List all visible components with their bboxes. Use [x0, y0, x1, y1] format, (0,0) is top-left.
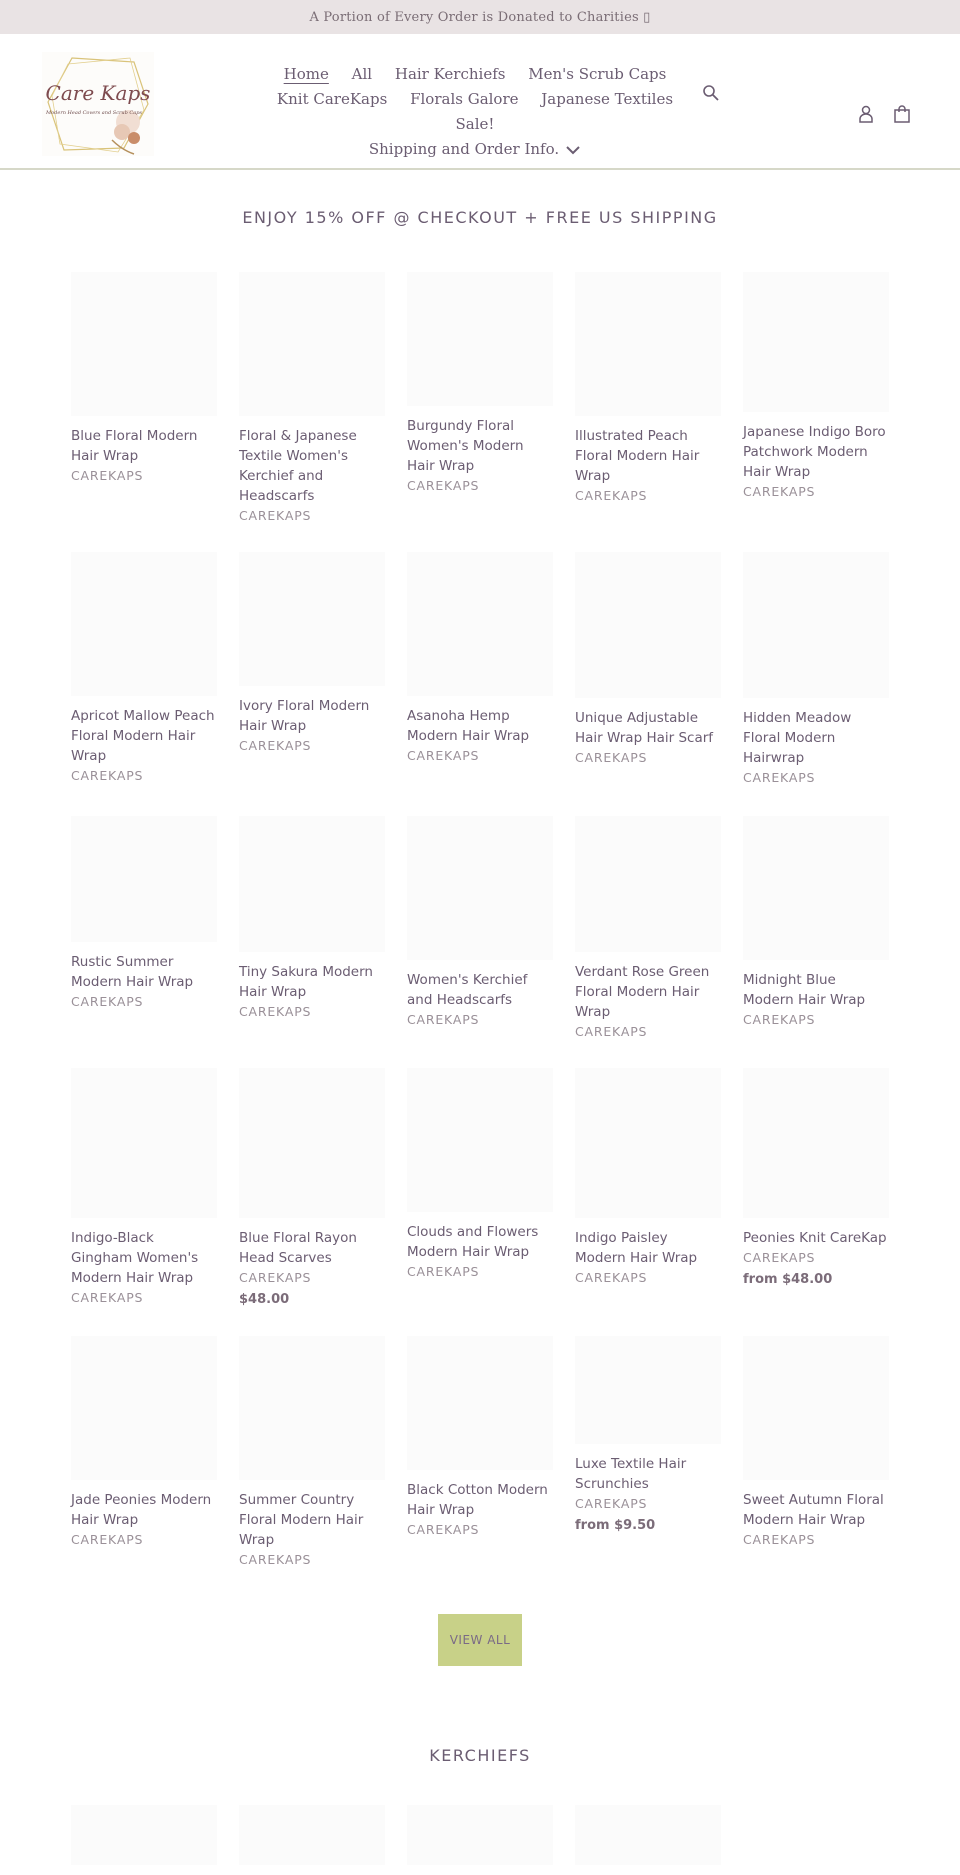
nav-link-knit-carekaps[interactable]: Knit CareKaps	[276, 90, 388, 108]
nav-link-all[interactable]: All	[351, 65, 373, 83]
product-title[interactable]: Unique Adjustable Hair Wrap Hair Scarf	[575, 710, 714, 746]
product-card[interactable]	[575, 1336, 721, 1536]
product-vendor: CAREKAPS	[743, 1250, 816, 1265]
product-vendor: CAREKAPS	[407, 478, 480, 493]
product-title[interactable]: Verdant Rose Green Floral Modern Hair Wrap	[575, 964, 710, 1020]
product-card[interactable]	[575, 552, 721, 768]
product-image[interactable]	[71, 1336, 217, 1480]
product-card[interactable]	[743, 1068, 889, 1290]
product-card[interactable]	[239, 272, 385, 526]
product-title[interactable]: Floral & Japanese Textile Women's Kerchief and Headscarfs	[239, 428, 357, 504]
product-image-placeholder[interactable]	[407, 1805, 553, 1865]
nav-row-1	[240, 62, 710, 87]
logo-text: Care Kaps	[45, 81, 151, 105]
product-vendor: CAREKAPS	[239, 1552, 312, 1567]
product-image[interactable]	[575, 552, 721, 698]
product-price: from $48.00	[743, 1272, 833, 1287]
product-vendor: CAREKAPS	[407, 1522, 480, 1537]
product-title[interactable]: Ivory Floral Modern Hair Wrap	[239, 698, 370, 734]
product-vendor: CAREKAPS	[575, 1270, 648, 1285]
product-title[interactable]: Summer Country Floral Modern Hair Wrap	[239, 1492, 364, 1548]
product-title[interactable]: Apricot Mallow Peach Floral Modern Hair Wrap	[71, 708, 215, 764]
product-image[interactable]	[743, 1336, 889, 1480]
product-image[interactable]	[743, 552, 889, 698]
product-vendor: CAREKAPS	[407, 1012, 480, 1027]
search-icon[interactable]	[702, 84, 720, 102]
product-title[interactable]: Black Cotton Modern Hair Wrap	[407, 1482, 548, 1518]
product-image[interactable]	[71, 1068, 217, 1218]
product-card[interactable]	[71, 1068, 217, 1308]
product-title[interactable]: Sweet Autumn Floral Modern Hair Wrap	[743, 1492, 884, 1528]
product-title[interactable]: Illustrated Peach Floral Modern Hair Wrap	[575, 428, 700, 484]
product-card[interactable]	[239, 1068, 385, 1310]
product-card[interactable]	[743, 272, 889, 502]
product-image[interactable]	[71, 816, 217, 942]
announcement-bar	[0, 0, 960, 34]
product-card[interactable]	[71, 1336, 217, 1550]
product-vendor: CAREKAPS	[575, 488, 648, 503]
product-price: from $9.50	[575, 1518, 656, 1533]
product-title[interactable]: Burgundy Floral Women's Modern Hair Wrap	[407, 418, 524, 474]
view-all-button[interactable]: VIEW ALL	[438, 1614, 522, 1666]
product-image[interactable]	[239, 1336, 385, 1480]
product-vendor: CAREKAPS	[71, 768, 144, 783]
nav-link-home[interactable]: Home	[283, 65, 329, 83]
nav-link-japanese-textiles[interactable]: Japanese Textiles	[541, 90, 674, 108]
product-title[interactable]: Peonies Knit CareKap	[743, 1230, 887, 1246]
product-title[interactable]: Japanese Indigo Boro Patchwork Modern Hair Wrap	[743, 424, 886, 480]
store-logo[interactable]	[42, 52, 154, 156]
product-vendor: CAREKAPS	[239, 738, 312, 753]
product-card[interactable]	[71, 272, 217, 486]
product-image-placeholder[interactable]	[71, 1805, 217, 1865]
product-image[interactable]	[407, 1068, 553, 1212]
nav-link-hair-kerchiefs[interactable]: Hair Kerchiefs	[394, 65, 506, 83]
product-title[interactable]: Asanoha Hemp Modern Hair Wrap	[407, 708, 530, 744]
product-image[interactable]	[239, 816, 385, 952]
product-vendor: CAREKAPS	[743, 770, 816, 785]
product-vendor: CAREKAPS	[71, 1290, 144, 1305]
product-title[interactable]: Women's Kerchief and Headscarfs	[407, 972, 528, 1008]
product-title[interactable]: Rustic Summer Modern Hair Wrap	[71, 954, 194, 990]
product-title[interactable]: Indigo Paisley Modern Hair Wrap	[575, 1230, 698, 1266]
cart-icon[interactable]	[893, 104, 911, 124]
product-card[interactable]	[407, 1068, 553, 1282]
product-image[interactable]	[407, 552, 553, 696]
product-title[interactable]: Blue Floral Rayon Head Scarves	[239, 1230, 357, 1266]
product-card[interactable]	[575, 816, 721, 1042]
product-vendor: CAREKAPS	[239, 1270, 312, 1285]
product-image[interactable]	[575, 1336, 721, 1444]
product-vendor: CAREKAPS	[71, 1532, 144, 1547]
product-card[interactable]	[407, 552, 553, 766]
chevron-down-icon	[565, 145, 581, 155]
product-card[interactable]	[407, 1336, 553, 1540]
product-card[interactable]	[407, 272, 553, 496]
product-card[interactable]	[71, 816, 217, 1012]
product-image[interactable]	[743, 272, 889, 412]
product-vendor: CAREKAPS	[575, 1496, 648, 1511]
product-card[interactable]	[239, 552, 385, 756]
product-image[interactable]	[239, 1068, 385, 1218]
nav-dropdown-shipping[interactable]	[369, 137, 581, 162]
product-image[interactable]	[239, 552, 385, 686]
nav-dropdown-label: Shipping and Order Info.	[368, 140, 560, 158]
product-image-placeholder[interactable]	[575, 1805, 721, 1865]
product-image-placeholder[interactable]	[239, 1805, 385, 1865]
product-image[interactable]	[71, 552, 217, 696]
product-card[interactable]	[743, 816, 889, 1030]
product-title[interactable]: Clouds and Flowers Modern Hair Wrap	[407, 1224, 539, 1260]
product-card[interactable]	[407, 816, 553, 1030]
product-image[interactable]	[407, 816, 553, 960]
product-title[interactable]: Hidden Meadow Floral Modern Hairwrap	[743, 710, 852, 766]
product-vendor: CAREKAPS	[743, 1532, 816, 1547]
product-title[interactable]: Tiny Sakura Modern Hair Wrap	[239, 964, 373, 1000]
product-image[interactable]	[239, 272, 385, 416]
promo-heading: ENJOY 15% OFF @ CHECKOUT + FREE US SHIPPING	[242, 208, 718, 227]
announcement-text: A Portion of Every Order is Donated to Charities ▯	[309, 9, 651, 25]
product-card[interactable]	[575, 272, 721, 506]
product-title[interactable]: Indigo-Black Gingham Women's Modern Hair Wrap	[71, 1230, 199, 1286]
product-card[interactable]	[575, 1068, 721, 1288]
nav-row-2	[240, 87, 710, 137]
product-image[interactable]	[575, 272, 721, 416]
product-image[interactable]	[407, 1336, 553, 1470]
product-vendor: CAREKAPS	[407, 1264, 480, 1279]
nav-row-3	[240, 137, 710, 162]
product-vendor: CAREKAPS	[71, 468, 144, 483]
product-vendor: CAREKAPS	[743, 484, 816, 499]
product-image[interactable]	[743, 816, 889, 960]
nav-link-sale[interactable]: Sale!	[455, 115, 495, 133]
product-image[interactable]	[71, 272, 217, 416]
product-vendor: CAREKAPS	[71, 994, 144, 1009]
product-vendor: CAREKAPS	[407, 748, 480, 763]
product-vendor: CAREKAPS	[575, 750, 648, 765]
main-nav	[240, 62, 710, 162]
product-image[interactable]	[407, 272, 553, 406]
product-image[interactable]	[575, 1068, 721, 1218]
product-card[interactable]	[239, 816, 385, 1022]
product-vendor: CAREKAPS	[575, 1024, 648, 1039]
product-card[interactable]	[239, 1336, 385, 1570]
product-vendor: CAREKAPS	[239, 508, 312, 523]
product-card[interactable]	[743, 552, 889, 788]
section-title: KERCHIEFS	[429, 1746, 531, 1765]
account-icon[interactable]	[857, 104, 875, 124]
product-title[interactable]: Midnight Blue Modern Hair Wrap	[743, 972, 866, 1008]
nav-link-florals-galore[interactable]: Florals Galore	[410, 90, 519, 108]
product-title[interactable]: Jade Peonies Modern Hair Wrap	[71, 1492, 212, 1528]
product-title[interactable]: Luxe Textile Hair Scrunchies	[575, 1456, 687, 1492]
product-price: $48.00	[239, 1292, 290, 1307]
product-title[interactable]: Blue Floral Modern Hair Wrap	[71, 428, 198, 464]
product-image[interactable]	[575, 816, 721, 952]
product-card[interactable]	[743, 1336, 889, 1550]
logo-tagline: Modern Head Covers and Scrub Caps	[46, 110, 142, 116]
nav-link-mens-scrub-caps[interactable]: Men's Scrub Caps	[528, 65, 667, 83]
product-image[interactable]	[743, 1068, 889, 1218]
site-header	[0, 34, 960, 170]
product-vendor: CAREKAPS	[239, 1004, 312, 1019]
product-vendor: CAREKAPS	[743, 1012, 816, 1027]
product-card[interactable]	[71, 552, 217, 786]
